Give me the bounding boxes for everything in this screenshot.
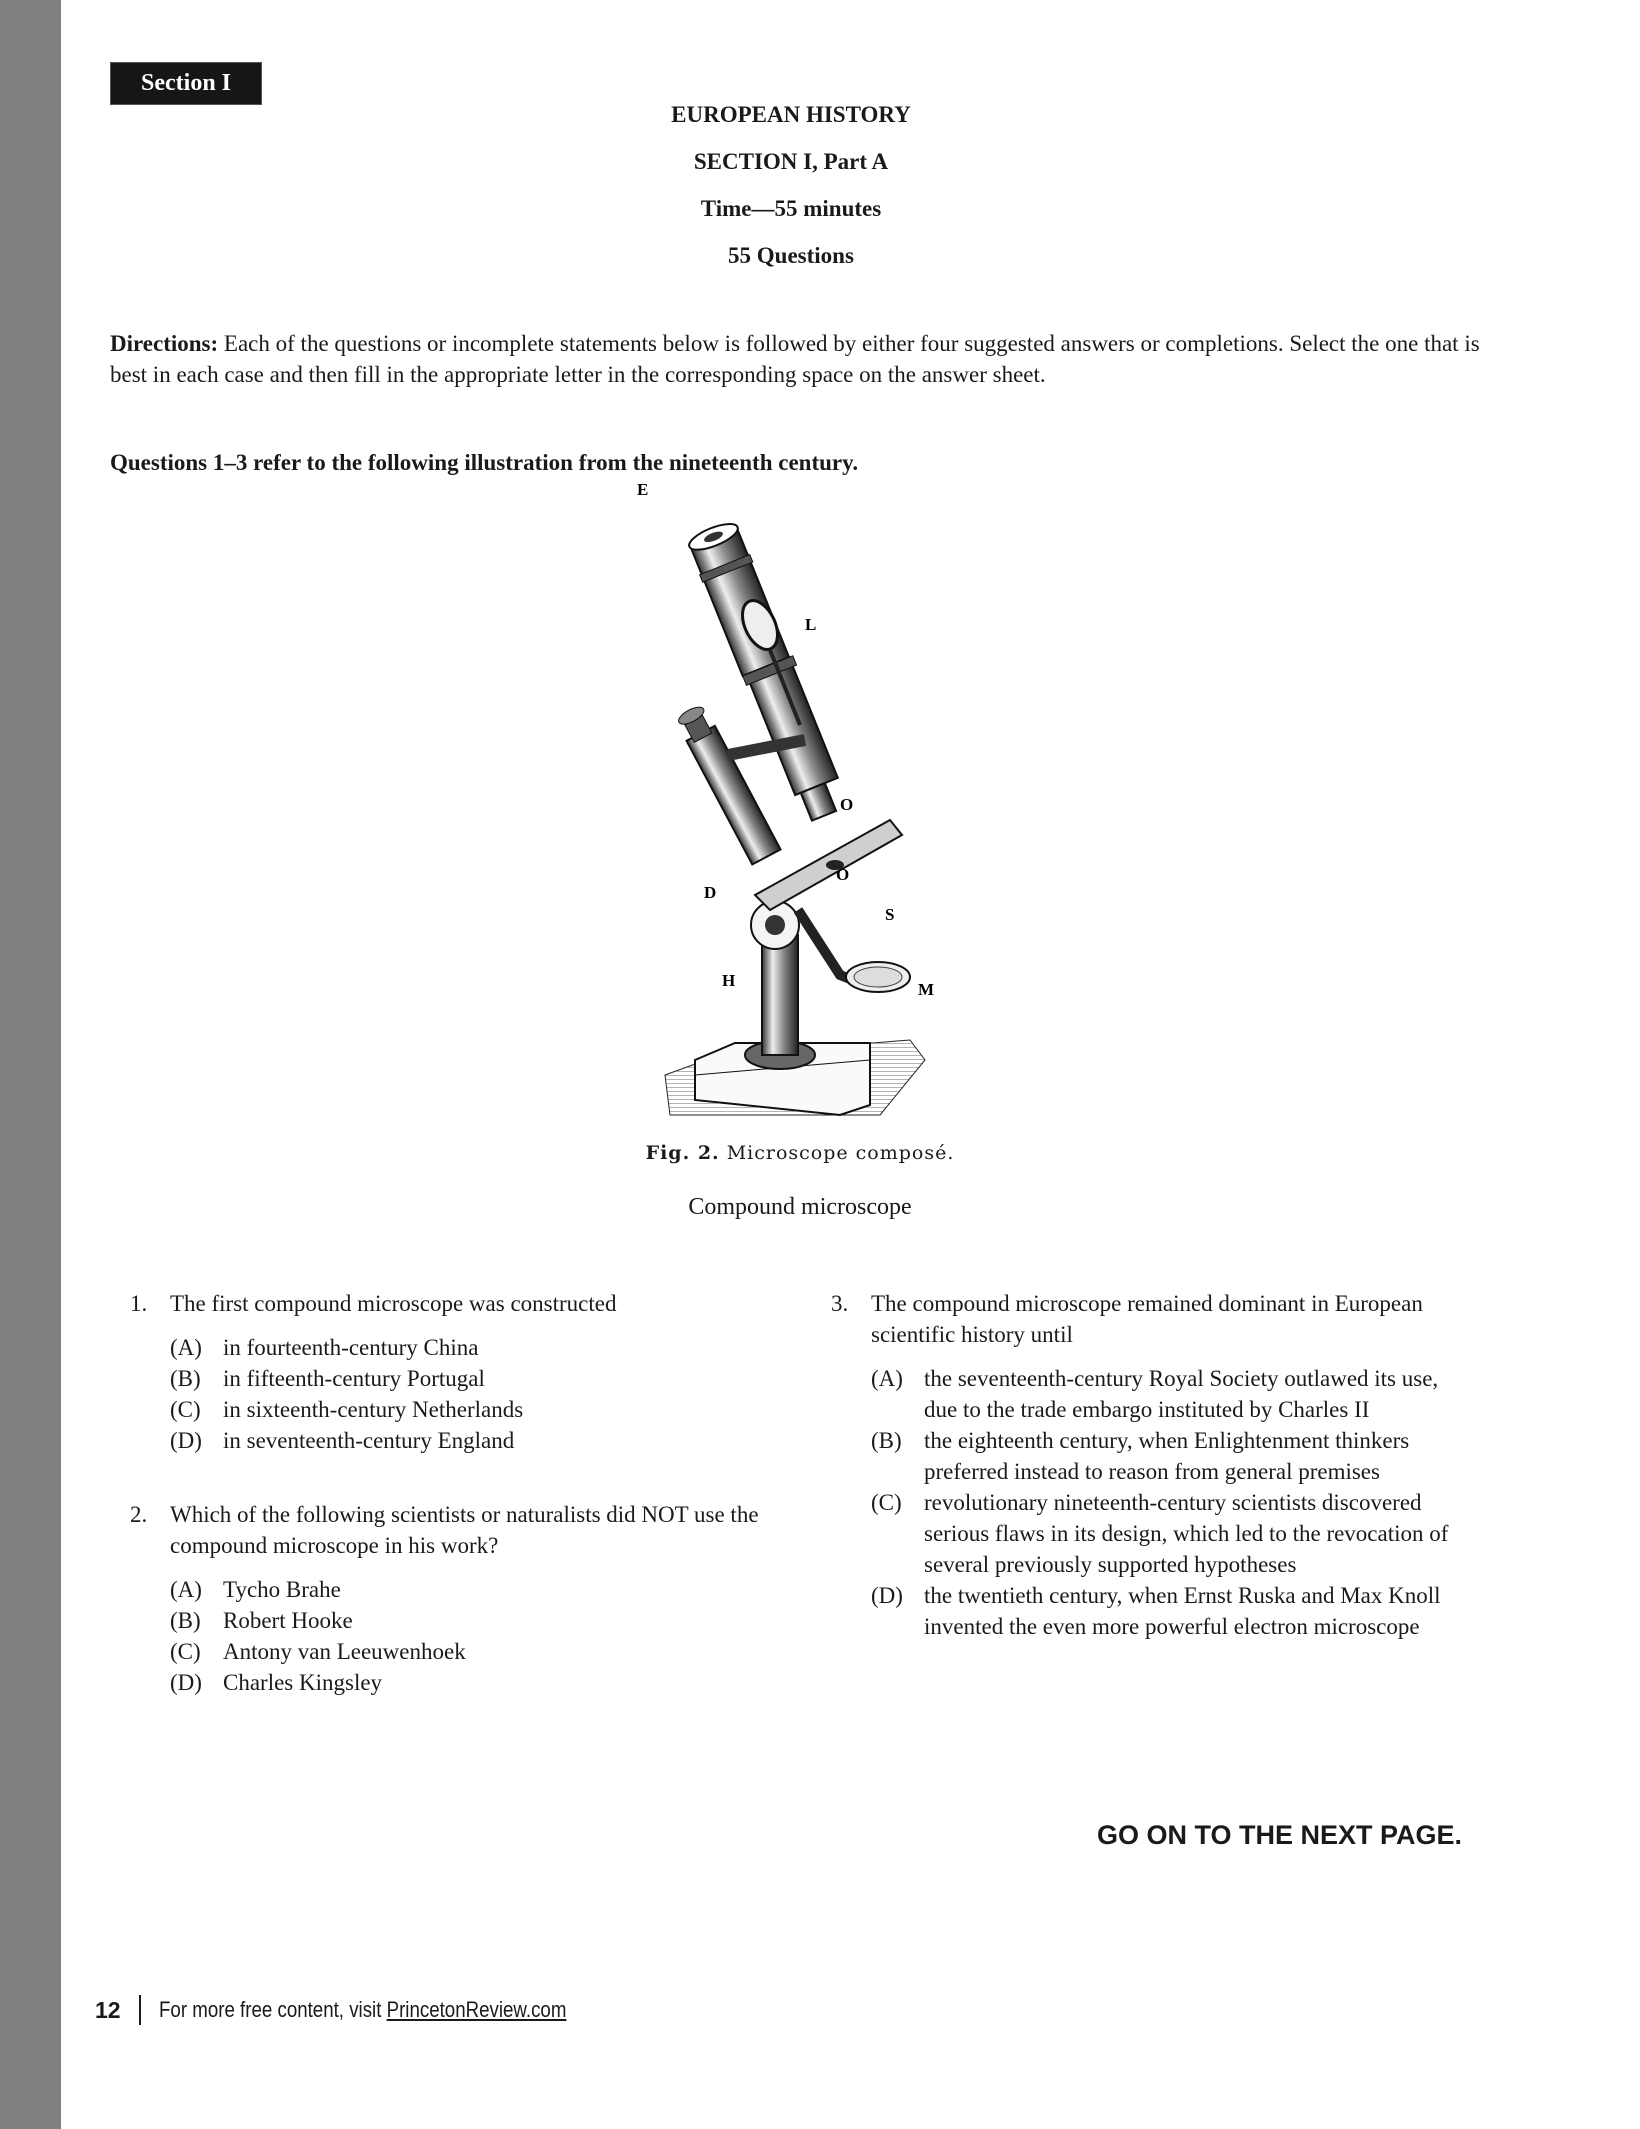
page-number: 12 <box>95 1996 121 2023</box>
question-3 <box>831 1288 1471 1642</box>
directions-label: Directions: <box>110 331 219 356</box>
microscope-drawing <box>637 480 940 1155</box>
label-D: D <box>704 883 717 902</box>
option-text: Charles Kingsley <box>223 1670 383 1695</box>
question-1 <box>130 1288 810 1456</box>
question-number: 1. <box>130 1291 148 1316</box>
option-text: in fourteenth-century China <box>223 1335 479 1360</box>
option-a[interactable] <box>170 1332 810 1363</box>
answer-options <box>170 1332 810 1456</box>
option-letter: (B) <box>170 1608 201 1633</box>
option-a[interactable] <box>871 1363 1471 1425</box>
figure-number: Fig. 2. <box>645 1142 720 1164</box>
label-E: E <box>637 480 649 499</box>
option-text: the eighteenth century, when Enlightenment thinkers preferred instead to reason from general premises <box>924 1428 1410 1484</box>
page-footer <box>95 1990 638 2030</box>
label-O-lower: O <box>836 865 850 884</box>
footer-promo <box>159 1997 566 2023</box>
option-text: the twentieth century, when Ernst Ruska and Max Knoll invented the even more powerful electron microscope <box>924 1583 1441 1639</box>
label-M: M <box>918 980 935 999</box>
option-c[interactable] <box>170 1636 770 1667</box>
section-badge <box>110 62 262 105</box>
option-c[interactable] <box>871 1487 1471 1580</box>
option-b[interactable] <box>170 1605 770 1636</box>
option-d[interactable] <box>871 1580 1471 1642</box>
footer-text: For more free content, visit <box>158 1997 387 2022</box>
answer-options <box>170 1574 770 1698</box>
label-L: L <box>805 615 817 634</box>
footer-divider <box>139 1995 141 2025</box>
option-letter: (D) <box>170 1670 202 1695</box>
directions <box>110 328 1490 390</box>
option-letter: (D) <box>170 1428 202 1453</box>
option-d[interactable] <box>170 1425 810 1456</box>
go-on-notice: GO ON TO THE NEXT PAGE. <box>1096 1820 1462 1850</box>
page-edge-bar <box>0 0 61 2129</box>
option-c[interactable] <box>170 1394 810 1425</box>
subject-title: EUROPEAN HISTORY <box>671 102 911 127</box>
option-letter: (A) <box>871 1366 903 1391</box>
figure-caption-text: Microscope composé. <box>719 1142 955 1164</box>
question-number: 2. <box>130 1502 148 1527</box>
label-S: S <box>885 905 895 924</box>
option-text: Robert Hooke <box>223 1608 353 1633</box>
directions-text: Each of the questions or incomplete statements below is followed by either four suggested answers or completions. Select the one that is best in each case and then fill in the appropriate letter in the corresponding space on the answer sheet. <box>110 331 1480 387</box>
answer-options <box>871 1363 1471 1642</box>
option-letter: (C) <box>871 1490 902 1515</box>
option-text: in seventeenth-century England <box>223 1428 515 1453</box>
figure-subcaption: Compound microscope <box>688 1194 912 1220</box>
option-text: Tycho Brahe <box>223 1577 341 1602</box>
microscope-illustration <box>637 480 940 1155</box>
label-H: H <box>722 971 736 990</box>
option-a[interactable] <box>170 1574 770 1605</box>
section-part-title: SECTION I, Part A <box>693 149 889 174</box>
question-number: 3. <box>831 1291 849 1316</box>
option-text: Antony van Leeuwenhoek <box>223 1639 466 1664</box>
princeton-review-link[interactable]: PrincetonReview.com <box>386 1997 567 2022</box>
option-b[interactable] <box>170 1363 810 1394</box>
option-d[interactable] <box>170 1667 770 1698</box>
question-stem: The first compound microscope was constructed <box>170 1291 617 1316</box>
option-text: the seventeenth-century Royal Society outlawed its use, due to the trade embargo instituted by Charles II <box>924 1366 1439 1422</box>
question-stem: Which of the following scientists or naturalists did NOT use the compound microscope in his work? <box>170 1502 759 1558</box>
option-text: revolutionary nineteenth-century scientists discovered serious flaws in its design, which led to the revocation of several previously supported hypotheses <box>924 1490 1449 1577</box>
option-b[interactable] <box>871 1425 1471 1487</box>
section-badge-label: Section I <box>141 70 231 96</box>
question-stem: The compound microscope remained dominant in European scientific history until <box>871 1291 1423 1347</box>
option-text: in sixteenth-century Netherlands <box>223 1397 524 1422</box>
option-letter: (D) <box>871 1583 903 1608</box>
option-text: in fifteenth-century Portugal <box>223 1366 485 1391</box>
option-letter: (A) <box>170 1335 202 1360</box>
question-2 <box>130 1499 770 1698</box>
option-letter: (B) <box>871 1428 902 1453</box>
option-letter: (C) <box>170 1639 201 1664</box>
option-letter: (B) <box>170 1366 201 1391</box>
option-letter: (A) <box>170 1577 202 1602</box>
label-O-upper: O <box>840 795 854 814</box>
option-letter: (C) <box>170 1397 201 1422</box>
figure-caption <box>600 1142 1000 1164</box>
time-limit: Time—55 minutes <box>700 196 882 221</box>
questions-intro: Questions 1–3 refer to the following illustration from the nineteenth century. <box>110 450 859 475</box>
question-count: 55 Questions <box>728 243 854 268</box>
